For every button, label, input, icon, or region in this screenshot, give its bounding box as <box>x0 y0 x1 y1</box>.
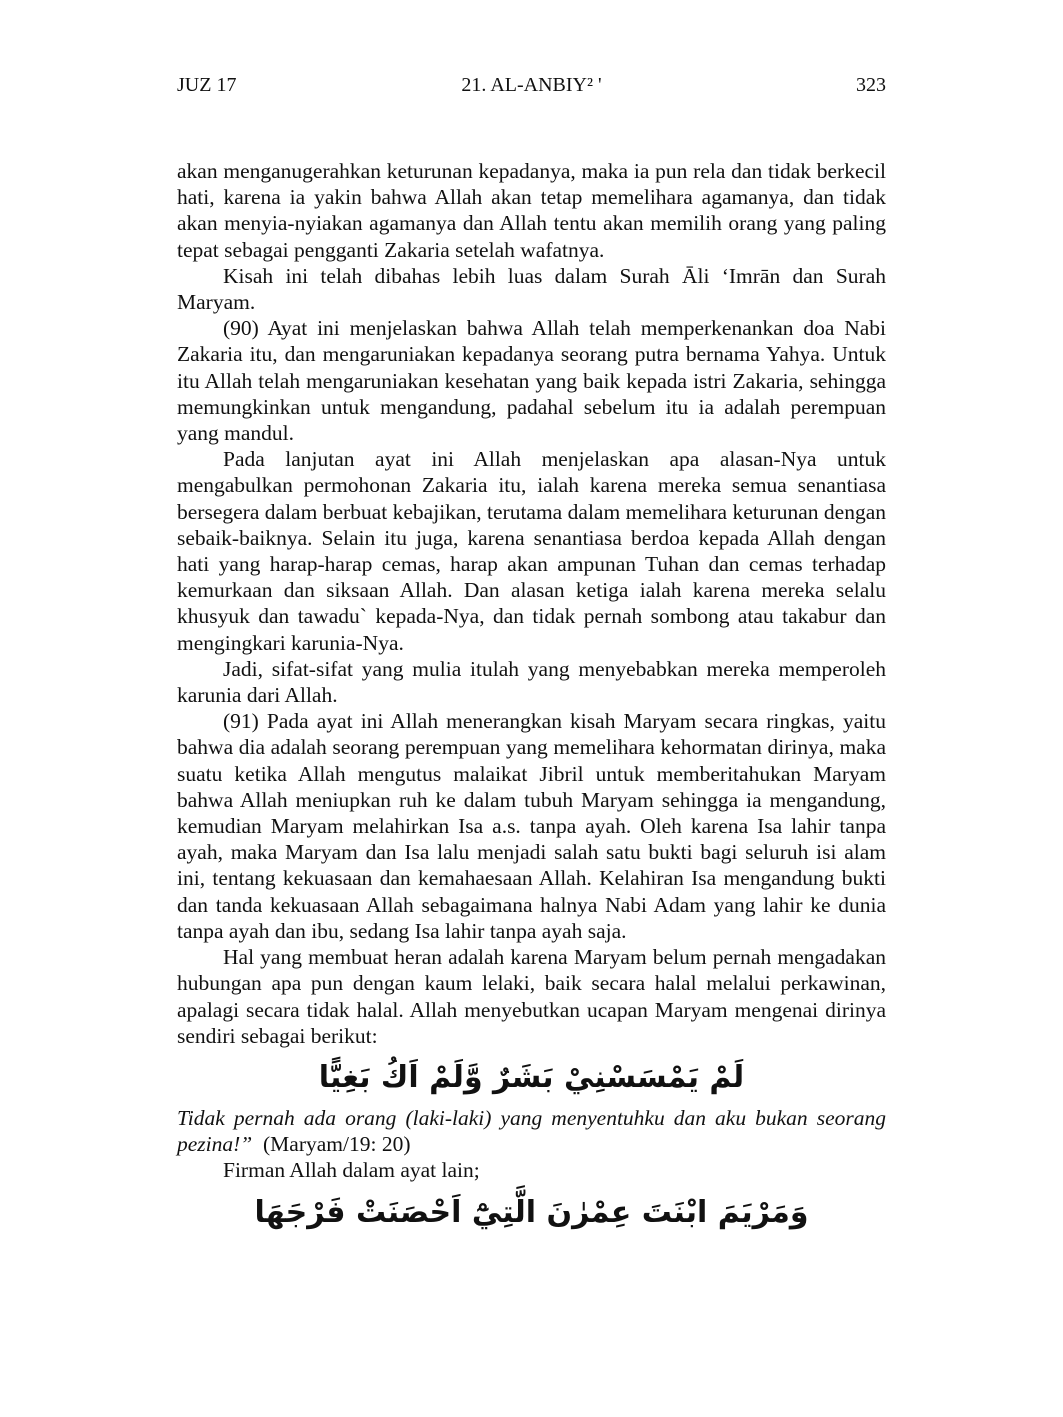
arabic-verse-2: وَمَرْيَمَ ابْنَتَ عِمْرٰنَ الَّتِيْٓ اَحْصَنَتْ فَرْجَهَا <box>254 1194 809 1230</box>
page-number: 323 <box>856 74 886 96</box>
paragraph: Jadi, sifat-sifat yang mulia itulah yang menyebabkan mereka memperoleh karunia dari Allah. <box>177 656 886 708</box>
surah-title: 21. AL-ANBIY² ' <box>461 74 602 96</box>
page <box>177 74 886 1230</box>
paragraph: akan menganugerahkan keturunan kepadanya, maka ia pun rela dan tidak berkecil hati, karena ia yakin bahwa Allah akan tetap memelihara agamanya, dan tidak akan menyia-nyiakan agamanya dan Allah tentu akan memilih orang yang paling tepat sebagai pengganti Zakaria setelah wafatnya. <box>177 159 886 262</box>
paragraph: Kisah ini telah dibahas lebih luas dalam Surah Āli ‘Imrān dan Surah Maryam. <box>177 263 886 315</box>
paragraph: (91) Pada ayat ini Allah menerangkan kisah Maryam secara ringkas, yaitu bahwa dia adalah seorang perempuan yang memelihara kehormatan dirinya, maka suatu ketika Allah mengutus malaikat Jibril untuk memberitahukan Maryam bahwa Allah meniupkan ruh ke dalam tubuh Maryam sehingga ia mengandung, kemudian Maryam melahirkan Isa a.s. tanpa ayah. Oleh karena Isa lahir tanpa ayah, maka Maryam dan Isa lalu menjadi salah satu bukti bagi seluruh isi alam ini, tentang kekuasaan dan kemahaesaan Allah. Kelahiran Isa mengandung bukti dan tanda kekuasaan Allah sebagaimana halnya Nabi Adam yang lahir ke dunia tanpa ayah dan ibu, sedang Isa lahir tanpa ayah saja. <box>177 709 886 943</box>
translation-text: Tidak pernah ada orang (laki-laki) yang menyentuhku dan aku bukan seorang pezina!” <box>177 1105 886 1157</box>
paragraph: Pada lanjutan ayat ini Allah menjelaskan apa alasan-Nya untuk mengabulkan permohonan Zakaria itu, ialah karena mereka semua senantiasa bersegera dalam berbuat kebajikan, terutama dalam memelihara keturunan dengan sebaik-baiknya. Selain itu juga, karena senantiasa berdoa kepada Allah dengan hati yang harap-harap cemas, harap akan ampunan Tuhan dan cemas terhadap kemurkaan dan siksaan Allah. Dan alasan ketiga ialah karena mereka selalu khusyuk dan tawadu` kepada-Nya, dan tidak pernah sombong atau takabur dan mengingkari karunia-Nya. <box>177 447 886 655</box>
juz-label: JUZ 17 <box>177 74 237 96</box>
arabic-verse-1: لَمْ يَمْسَسْنِيْ بَشَرٌ وَّلَمْ اَكُ بَغِيًّا <box>318 1059 745 1095</box>
paragraph: Firman Allah dalam ayat lain; <box>223 1158 480 1183</box>
verse-translation <box>177 1105 886 1157</box>
verse-reference: (Maryam/19: 20) <box>263 1132 411 1157</box>
running-header <box>177 74 886 104</box>
paragraph: (90) Ayat ini menjelaskan bahwa Allah telah memperkenankan doa Nabi Zakaria itu, dan mengaruniakan kepadanya seorang putra bernama Yahya. Untuk itu Allah telah mengaruniakan kesehatan yang baik kepada istri Zakaria, sehingga memungkinkan untuk mengandung, padahal sebelum itu ia adalah perempuan yang mandul. <box>177 316 886 446</box>
paragraph: Hal yang membuat heran adalah karena Maryam belum pernah mengadakan hubungan apa pun dengan kaum lelaki, baik secara halal melalui perkawinan, apalagi secara tidak halal. Allah menyebutkan ucapan Maryam mengenai dirinya sendiri sebagai berikut: <box>177 945 886 1048</box>
body-text <box>177 158 886 1240</box>
